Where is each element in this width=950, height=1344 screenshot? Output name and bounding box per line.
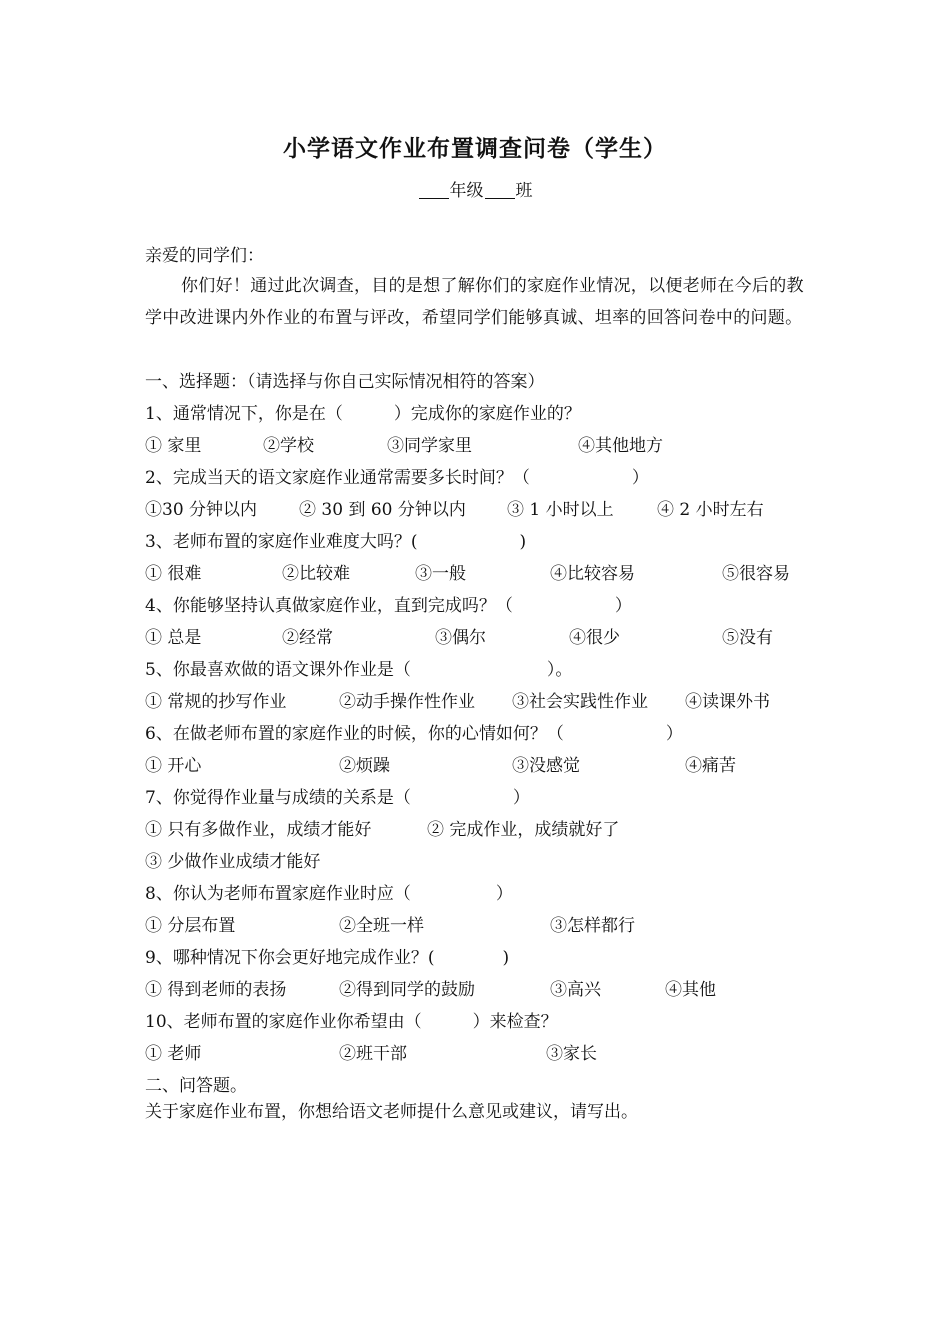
question-4: 4、你能够坚持认真做家庭作业，直到完成吗？（ ） (145, 596, 632, 616)
question-7: 7、你觉得作业量与成绩的关系是（ ） (145, 788, 530, 808)
class-blank[interactable] (485, 180, 515, 199)
question-5-option-4[interactable]: ④读课外书 (685, 692, 770, 712)
question-10-option-3[interactable]: ③家长 (546, 1044, 597, 1064)
question-4-option-2[interactable]: ②经常 (282, 628, 333, 648)
section-open-heading: 二、问答题。 (145, 1076, 247, 1096)
question-5-option-3[interactable]: ③社会实践性作业 (512, 692, 648, 712)
question-4-option-4[interactable]: ④很少 (569, 628, 620, 648)
question-1-option-3[interactable]: ③同学家里 (387, 436, 472, 456)
question-3-option-2[interactable]: ②比较难 (282, 564, 350, 584)
question-4-option-1[interactable]: ① 总是 (145, 628, 202, 648)
grade-class-line (0, 176, 950, 201)
question-4-option-5[interactable]: ⑤没有 (722, 628, 773, 648)
grade-blank[interactable] (419, 180, 449, 199)
question-7-option-3[interactable]: ③ 少做作业成绩才能好 (145, 852, 321, 872)
question-8-option-3[interactable]: ③怎样都行 (550, 916, 635, 936)
question-9-option-3[interactable]: ③高兴 (550, 980, 601, 1000)
question-8-option-2[interactable]: ②全班一样 (339, 916, 424, 936)
question-8: 8、你认为老师布置家庭作业时应（ ） (145, 884, 513, 904)
question-3-option-3[interactable]: ③一般 (415, 564, 466, 584)
grade-label: 年级 (449, 181, 484, 201)
question-9-option-2[interactable]: ②得到同学的鼓励 (339, 980, 475, 1000)
question-2-option-2[interactable]: ② 30 到 60 分钟以内 (299, 500, 466, 520)
question-10: 10、老师布置的家庭作业你希望由（ ）来检查？ (145, 1012, 558, 1032)
question-1: 1、通常情况下，你是在（ ）完成你的家庭作业的？ (145, 404, 581, 424)
question-3-option-4[interactable]: ④比较容易 (550, 564, 635, 584)
question-7-option-1[interactable]: ① 只有多做作业，成绩才能好 (145, 820, 372, 840)
question-5-option-2[interactable]: ②动手操作性作业 (339, 692, 475, 712)
question-1-option-4[interactable]: ④其他地方 (578, 436, 663, 456)
question-9: 9、哪种情况下你会更好地完成作业？( ) (145, 948, 510, 968)
question-5-option-1[interactable]: ① 常规的抄写作业 (145, 692, 287, 712)
question-9-option-1[interactable]: ① 得到老师的表扬 (145, 980, 287, 1000)
question-6: 6、在做老师布置的家庭作业的时候，你的心情如何？（ ） (145, 724, 683, 744)
question-2-option-3[interactable]: ③ 1 小时以上 (507, 500, 614, 520)
greeting: 亲爱的同学们： (145, 246, 264, 266)
question-6-option-1[interactable]: ① 开心 (145, 756, 202, 776)
question-9-option-4[interactable]: ④其他 (665, 980, 716, 1000)
question-10-option-2[interactable]: ②班干部 (339, 1044, 407, 1064)
page-title: 小学语文作业布置调查问卷（学生） (283, 135, 667, 162)
class-label: 班 (515, 181, 533, 201)
question-2-option-1[interactable]: ①30 分钟以内 (145, 500, 258, 520)
question-2: 2、完成当天的语文家庭作业通常需要多长时间？（ ） (145, 468, 649, 488)
question-6-option-4[interactable]: ④痛苦 (685, 756, 736, 776)
question-7-option-2[interactable]: ② 完成作业，成绩就好了 (427, 820, 620, 840)
question-4-option-3[interactable]: ③偶尔 (435, 628, 486, 648)
question-1-option-2[interactable]: ②学校 (263, 436, 314, 456)
question-3-option-5[interactable]: ⑤很容易 (722, 564, 790, 584)
question-2-option-4[interactable]: ④ 2 小时左右 (657, 500, 764, 520)
question-10-option-1[interactable]: ① 老师 (145, 1044, 202, 1064)
question-8-option-1[interactable]: ① 分层布置 (145, 916, 236, 936)
question-6-option-3[interactable]: ③没感觉 (512, 756, 580, 776)
question-1-option-1[interactable]: ① 家里 (145, 436, 202, 456)
open-question: 关于家庭作业布置，你想给语文老师提什么意见或建议，请写出。 (145, 1102, 638, 1122)
question-3-option-1[interactable]: ① 很难 (145, 564, 202, 584)
intro-paragraph: 你们好！通过此次调查，目的是想了解你们的家庭作业情况，以便老师在今后的教学中改进课内外作业的布置与评改，希望同学们能够真诚、坦率的回答问卷中的问题。 (145, 276, 804, 328)
question-6-option-2[interactable]: ②烦躁 (339, 756, 390, 776)
question-5: 5、你最喜欢做的语文课外作业是（ ）。 (145, 660, 573, 680)
question-3: 3、老师布置的家庭作业难度大吗？( ) (145, 532, 527, 552)
section-choice-heading: 一、选择题：（请选择与你自己实际情况相符的答案） (145, 372, 545, 392)
